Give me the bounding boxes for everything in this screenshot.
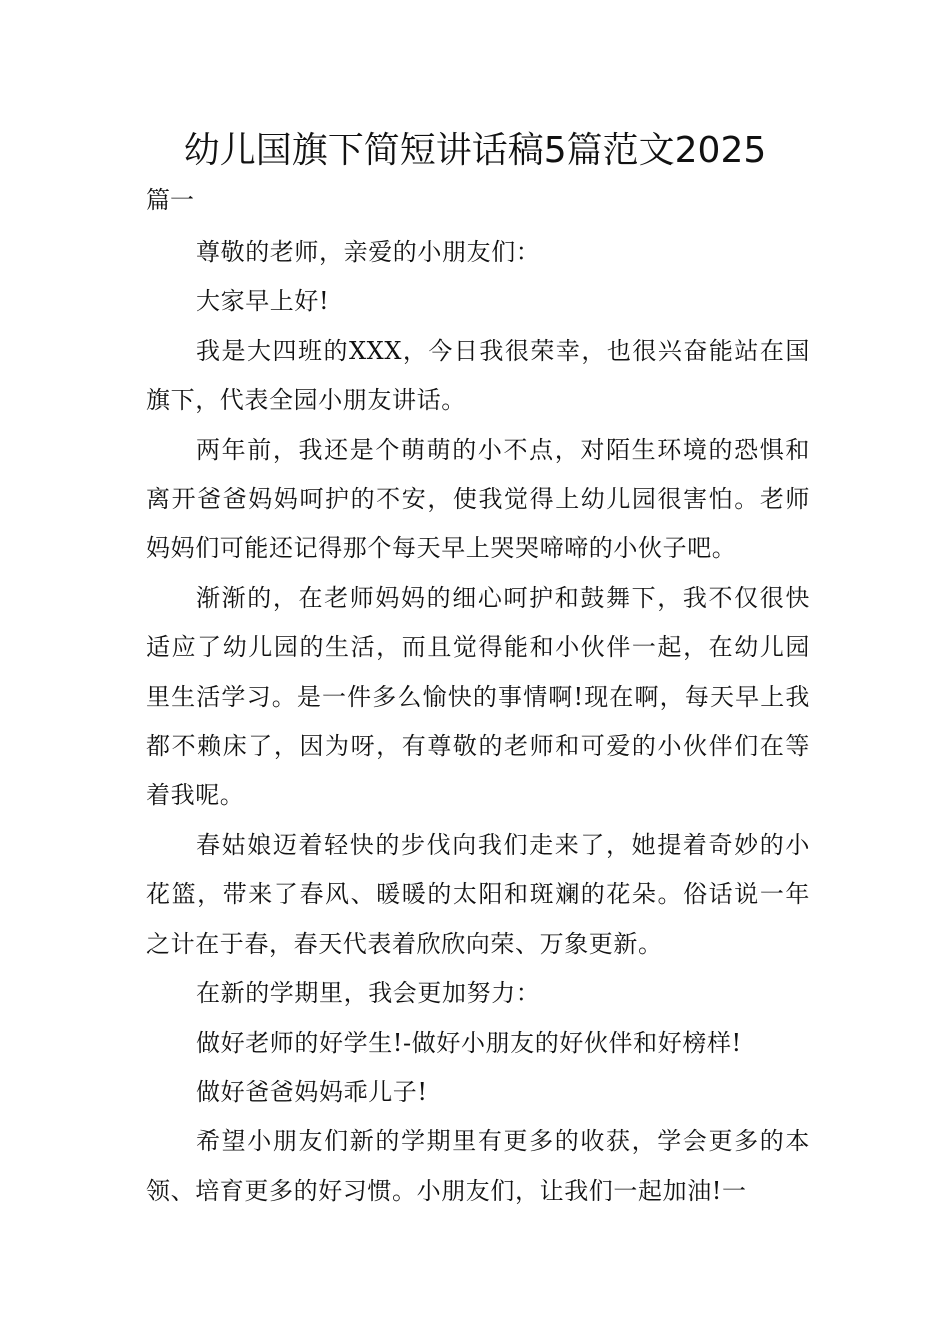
paragraph: 大家早上好! <box>196 287 330 316</box>
paragraph: 渐渐的，在老师妈妈的细心呵护和鼓舞下，我不仅很快适应了幼儿园的生活，而且觉得能和小伙伴一起，在幼儿园里生活学习。是一件多么愉快的事情啊!现在啊，每天早上我都不赖床了，因为呀，有尊敬的老师和可爱的小伙伴们在等着我呢。 <box>146 583 810 810</box>
paragraph: 尊敬的老师，亲爱的小朋友们： <box>196 238 541 266</box>
paragraph: 春姑娘迈着轻快的步伐向我们走来了，她提着奇妙的小花篮，带来了春风、暖暖的太阳和斑斓的花朵。俗话说一年之计在于春，春天代表着欣欣向荣、万象更新。 <box>146 830 810 958</box>
document-title: 幼儿国旗下简短讲话稿5篇范文2025 <box>183 130 767 171</box>
document-body <box>146 228 810 1216</box>
section-label: 篇一 <box>146 186 194 214</box>
paragraph: 在新的学期里，我会更加努力： <box>196 979 541 1008</box>
paragraph: 希望小朋友们新的学期里有更多的收获，学会更多的本领、培育更多的好习惯。小朋友们，让我们一起加油!一 <box>146 1127 810 1205</box>
paragraph: 我是大四班的XXX，今日我很荣幸，也很兴奋能站在国旗下，代表全园小朋友讲话。 <box>146 336 810 415</box>
paragraph: 做好爸爸妈妈乖儿子! <box>196 1077 428 1106</box>
paragraph: 做好老师的好学生!-做好小朋友的好伙伴和好榜样! <box>196 1028 742 1057</box>
paragraph: 两年前，我还是个萌萌的小不点，对陌生环境的恐惧和离开爸爸妈妈呵护的不安，使我觉得上幼儿园很害怕。老师妈妈们可能还记得那个每天早上哭哭啼啼的小伙子吧。 <box>146 435 810 563</box>
